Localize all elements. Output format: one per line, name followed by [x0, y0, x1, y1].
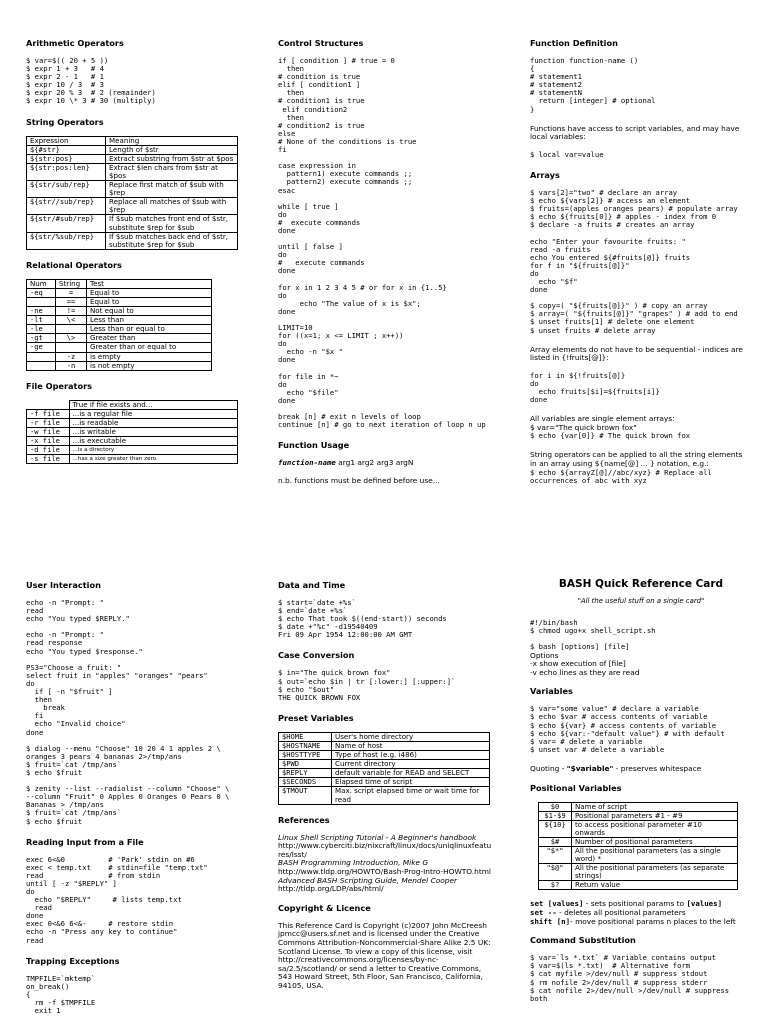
file-operators-heading: File Operators [26, 380, 92, 391]
variables-code: $ var="some value" # declare a variable $ echo $var # access contents of variable $ echo ${var} # access contents of variable $ echo ${var:-"default value"} # with default $ var= # delete a variable $ unset var # delete a variable [530, 704, 725, 754]
control-structures-code: if [ condition ] # true = 0 then # condition is true elif [ condition1 ] then # condition1 is true elif condition2 then # condition2 is true else # None of the conditions is true fi case expression in pattern1) execute commands ;; pattern2) execute commands ;; esac while [ true ] do # execute commands done until [ false ] do # execute commands done for x in 1 2 3 4 5 # or for x in {1..5} do echo "The value of x is $x"; done LIMIT=10 for ((x=1; x <= LIMIT ; x++)) do echo -n "$x " done for file in *~ do echo "$file" done break [n] # exit n levels of loop continue [n] # go to next iteration of loop n up [278, 56, 486, 430]
reference-link[interactable]: http://www.tldp.org/HOWTO/Bash-Prog-Intro-HOWTO.html [278, 866, 491, 876]
table-cell: Positional parameters #1 - #9 [572, 811, 738, 820]
card-title: BASH Quick Reference Card [558, 578, 724, 590]
table-header [27, 400, 70, 409]
table-cell: = [56, 288, 87, 297]
reading-input-code: exec 6<&0 # 'Park' stdin on #6 exec < temp.txt # stdin=file "temp.txt" read # from stdin until [ -z "$REPLY" ] do echo "$REPLY" # lists temp.txt read done exec 0<&6 6<&- # restore stdin echo -n "Press any key to continue" read [26, 854, 208, 945]
table-cell: $? [539, 881, 572, 890]
column-left-bottom [26, 580, 266, 1026]
function-definition-heading: Function Definition [530, 38, 618, 48]
table-cell: All the positional parameters (as a single word) * [572, 846, 738, 863]
variables-heading: Variables [530, 686, 573, 697]
table-cell: $HOME [279, 732, 332, 741]
table-cell: ...is writable [69, 428, 238, 437]
table-row [539, 881, 738, 890]
trapping-exceptions-code: TMPFILE=`mktemp` on_break() { rm -f $TMPFILE exit 1 [26, 973, 96, 1016]
table-cell: -z [56, 352, 87, 361]
arrays-code: $ vars[2]="two" # declare an array $ echo ${vars[2]} # access an element $ fruits=(apples oranges pears) # populate array $ echo ${fruits[0]} # apples - index from 0 $ declare -a fruits # creates an array echo "Enter your favourite fruits: " read -a fruits echo You entered ${#fruits[@]} fruits for f in "${fruits[@]}" do echo "$f" done $ copy=( "${fruits[@]}" ) # copy an array $ array=( "${fruits[@]}" "grapes" ) # add to end $ unset fruits[1] # delete one element $ unset fruits # delete array [530, 187, 738, 335]
set-values-code-b: [values] [686, 899, 723, 909]
table-cell: $TMOUT [279, 787, 332, 804]
table-cell: ${10} [539, 820, 572, 837]
column-right-bottom [530, 580, 752, 1014]
table-row [539, 811, 738, 820]
string-operators-heading: String Operators [26, 116, 104, 127]
table-cell: Type of host (e.g. i486) [332, 751, 490, 760]
relational-operators-heading: Relational Operators [26, 259, 122, 270]
arrays-text: Array elements do not have to be sequential - indices are listed in {!fruits[@]}: [530, 344, 743, 363]
table-cell: Length of $str [106, 145, 238, 154]
shift-text: - move positional params n places to the left [570, 916, 736, 926]
table-cell: ${str/#sub/rep} [27, 215, 106, 232]
table-cell: ${str:pos} [27, 154, 106, 163]
file-operators-table [26, 400, 238, 465]
command-substitution-heading: Command Substitution [530, 935, 636, 946]
reference-link[interactable]: http://tldp.org/LDP/abs/html/ [278, 884, 384, 894]
table-header-row [27, 136, 238, 145]
function-usage-example [278, 459, 513, 468]
table-cell: -n [56, 361, 87, 370]
table-cell: Not equal to [87, 307, 212, 316]
preset-variables-table [278, 732, 490, 805]
table-row [27, 455, 238, 464]
arithmetic-code: $ var=$(( 20 + 5 )) $ expr 1 + 3 # 4 $ expr 2 - 1 # 1 $ expr 10 / 3 # 3 $ expr 20 % 3 # 2 (remainder) $ expr 10 \* 3 # 30 (multiply) [26, 56, 156, 106]
control-structures-heading: Control Structures [278, 38, 364, 48]
table-cell: -d file [27, 446, 70, 455]
table-header-row [27, 400, 238, 409]
table-header: Expression [27, 136, 106, 145]
trapping-exceptions-heading: Trapping Exceptions [26, 955, 120, 966]
table-cell: ${str:pos:len} [27, 163, 106, 180]
table-row [539, 846, 738, 863]
table-cell: Extract substring from $str at $pos [106, 154, 238, 163]
set-values-code: set [values] [530, 899, 584, 909]
reference-link[interactable]: http://www.cyberciti.biz/nixcraft/linux/docs/uniqlinuxfeatures/lsst/ [278, 841, 492, 859]
arithmetic-operators-heading: Arithmetic Operators [26, 38, 124, 48]
table-header: Test [87, 279, 212, 288]
references-list [278, 834, 492, 894]
table-cell: Name of host [332, 741, 490, 750]
table-cell: Less than or equal to [87, 325, 212, 334]
table-cell: $HOSTTYPE [279, 751, 332, 760]
table-cell: Current directory [332, 760, 490, 769]
table-cell: ...is a regular file [69, 409, 238, 418]
table-cell: != [56, 307, 87, 316]
table-header: String [56, 279, 87, 288]
column-middle [278, 38, 513, 495]
function-definition-text: Functions have access to script variables, and may have local variables: [530, 123, 740, 142]
table-cell: -eq [27, 288, 56, 297]
table-cell: Less than [87, 316, 212, 325]
table-header: True if file exists and... [69, 400, 238, 409]
date-time-heading: Data and Time [278, 580, 346, 590]
command-substitution-code: $ var=`ls *.txt` # Variable contains output $ var=$(ls *.txt) # Alternative form $ cat myfile >/dev/null # suppress stdout $ rm nofile 2>/dev/null # suppress stderr $ cat nofile 2>/dev/null >/dev/null # suppress both [530, 953, 730, 1003]
table-cell: -ne [27, 307, 56, 316]
table-cell: ${str/sub/rep} [27, 181, 106, 198]
preset-variables-heading: Preset Variables [278, 712, 354, 723]
table-cell: -f file [27, 409, 70, 418]
reference-title: Linux Shell Scripting Tutorial - A Beginner's handbook [278, 832, 477, 842]
table-cell: $# [539, 837, 572, 846]
table-row [27, 154, 238, 163]
table-cell: -s file [27, 455, 70, 464]
table-row [27, 343, 212, 352]
table-cell: Name of script [572, 802, 738, 811]
user-interaction-code: echo -n "Prompt: " read echo "You typed $REPLY." echo -n "Prompt: " read response echo "You typed $response." PS3="Choose a fruit: " select fruit in "apples" "oranges" "pears" do if [ -n "$fruit" ] then break fi echo "Invalid choice" done $ dialog --menu "Choose" 10 20 4 1 apples 2 \ oranges 3 pears 4 bananas 2>/tmp/ans $ fruit=`cat /tmp/ans` $ echo $fruit $ zenity --list --radiolist --column "Choose" \ --column "Fruit" 0 Apples 0 Oranges 0 Pears 0 \ Bananas > /tmp/ans $ fruit=`cat /tmp/ans` $ echo $fruit [26, 598, 230, 826]
case-conversion-code: $ in="The quick brown fox" $ out=`echo $in | tr [:lower:] [:upper:]` $ echo "$out" THE QUICK BROWN FOX [278, 668, 456, 702]
table-cell: "$*" [539, 846, 572, 863]
quoting-prefix: Quoting - [530, 763, 567, 773]
set-dashes-code: set -- [530, 908, 557, 918]
quoting-variable: "$variable" [566, 763, 614, 773]
function-usage-heading: Function Usage [278, 440, 350, 451]
shift-code: shift [n] [530, 916, 571, 926]
set-values-text: - sets positional params to [583, 899, 687, 909]
table-header: Num [27, 279, 56, 288]
table-row [27, 198, 238, 215]
table-cell: $0 [539, 802, 572, 811]
table-row [27, 352, 212, 361]
user-interaction-heading: User Interaction [26, 580, 101, 590]
table-cell: Equal to [87, 297, 212, 306]
reference-title: BASH Programming Introduction, Mike G [278, 858, 429, 868]
table-row [27, 361, 212, 370]
table-row [27, 215, 238, 232]
date-time-code: $ start=`date +%s` $ end=`date +%s` $ echo That took $((end-start)) seconds $ date +"%c" -d19540409 Fri 09 Apr 1954 12:00:00 AM GMT [278, 598, 447, 640]
table-cell: User's home directory [332, 732, 490, 741]
table-cell: Replace all matches of $sub with $rep [106, 198, 238, 215]
table-cell: -r file [27, 418, 70, 427]
table-cell: ...is readable [69, 418, 238, 427]
table-cell: "$@" [539, 864, 572, 881]
table-cell: If $sub matches back end of $str, substitute $rep for $sub [106, 232, 238, 249]
card-subtitle: "All the useful stuff on a single card" [577, 596, 705, 605]
table-cell: -lt [27, 316, 56, 325]
table-cell [27, 352, 56, 361]
reading-input-heading: Reading Input from a File [26, 836, 144, 847]
table-cell: ...is a directory [69, 446, 238, 455]
references-heading: References [278, 814, 330, 825]
table-cell: == [56, 297, 87, 306]
arrays-index-code: for i in ${!fruits[@]} do echo fruits[$i]=${fruits[i]} done [530, 370, 660, 405]
quoting-suffix: - preserves whitespace [613, 763, 702, 773]
positional-variables-heading: Positional Variables [530, 782, 622, 793]
table-cell: to access positional parameter #10 onwards [572, 820, 738, 837]
table-row [27, 145, 238, 154]
set-commands-text [530, 900, 752, 926]
arrays-string-ops-code: $ echo ${arrayZ[@]//abc/xyz} # Replace all occurrences of abc with xyz [530, 467, 712, 485]
table-cell [27, 361, 56, 370]
table-cell: Extract $len chars from $str at $pos [106, 163, 238, 180]
table-row [539, 820, 738, 837]
table-cell: Greater than [87, 334, 212, 343]
table-cell: Max. script elapsed time or wait time for read [332, 787, 490, 804]
column-left [26, 38, 256, 474]
function-usage-note: n.b. functions must be defined before use... [278, 475, 440, 485]
table-header-row [27, 279, 212, 288]
column-middle-bottom [278, 580, 492, 1000]
table-cell: Elapsed time of script [332, 778, 490, 787]
table-cell [56, 343, 87, 352]
copyright-text: This Reference Card is Copyright (c)2007 John McCreesh jpmcc@users.sf.net and is licensed under the Creative Commons Attribution-Noncommercial-Share Alike 2.5 UK: Scotland License. To view a copy of this license, visit http://creativecommons.org/licenses/by-nc-sa/2.5/scotland/ or send a letter to Creative Commons, 543 Howard Street, 5th Floor, San Francisco, California, 94105, USA. [278, 920, 491, 990]
table-cell: -ge [27, 343, 56, 352]
table-cell: is empty [87, 352, 212, 361]
table-cell: All the positional parameters (as separate strings) [572, 864, 738, 881]
table-cell: \< [56, 316, 87, 325]
table-cell: Number of positional parameters [572, 837, 738, 846]
reference-title: Advanced BASH Scripting Guide, Mendel Cooper [278, 875, 458, 885]
quoting-text [530, 765, 752, 774]
set-dashes-text: - deletes all positional parameters [556, 908, 686, 918]
table-row [27, 163, 238, 180]
arrays-single-element-code: $ echo {var[0]} # The quick brown fox [530, 431, 691, 441]
table-cell: -gt [27, 334, 56, 343]
table-row [279, 787, 490, 804]
table-cell: $REPLY [279, 769, 332, 778]
arrays-single-element-intro: All variables are single element arrays: [530, 414, 675, 424]
table-cell: \> [56, 334, 87, 343]
table-cell: $PWD [279, 760, 332, 769]
table-cell: -le [27, 325, 56, 334]
function-args: arg1 arg2 arg3 argN [335, 458, 414, 468]
column-right [530, 38, 745, 496]
table-cell: If $sub matches front end of $str, substitute $rep for $sub [106, 215, 238, 232]
function-definition-code: function function-name () { # statement1 # statement2 # statementN return [integer] # optional } [530, 56, 656, 114]
table-cell: $HOSTNAME [279, 741, 332, 750]
copyright-heading: Copyright & Licence [278, 902, 371, 913]
arrays-single-element-example: $ var="The quick brown fox" [530, 422, 637, 432]
table-row [27, 288, 212, 297]
relational-operators-table [26, 279, 212, 371]
table-cell: ${#str} [27, 145, 106, 154]
arrays-heading: Arrays [530, 169, 560, 180]
table-cell: Greater than or equal to [87, 343, 212, 352]
table-cell: Return value [572, 881, 738, 890]
table-cell: ${str//sub/rep} [27, 198, 106, 215]
intro-options: Options -x show execution of [file] -v echo lines as they are read [530, 650, 640, 677]
table-cell: Equal to [87, 288, 212, 297]
table-cell: Replace first match of $sub with $rep [106, 181, 238, 198]
table-cell: -x file [27, 437, 70, 446]
table-cell: ${str/%sub/rep} [27, 232, 106, 249]
table-cell: ...is executable [69, 437, 238, 446]
table-cell: default variable for READ and SELECT [332, 769, 490, 778]
arrays-string-ops-text: String operators can be applied to all the string elements in an array using ${name[@] ... } notation, e.g.: [530, 450, 743, 469]
case-conversion-heading: Case Conversion [278, 650, 355, 661]
table-cell: ...has a size greater than zero. [69, 455, 238, 464]
function-name: function-name [278, 458, 336, 468]
table-header: Meaning [106, 136, 238, 145]
intro-code: #!/bin/bash $ chmod ugo+x shell_script.sh $ bash [options] [file] [530, 618, 656, 652]
table-cell: is not empty [87, 361, 212, 370]
table-row [539, 864, 738, 881]
positional-variables-table [538, 802, 738, 891]
table-row [27, 232, 238, 249]
table-cell: -w file [27, 428, 70, 437]
table-row [27, 181, 238, 198]
table-cell: $1-$9 [539, 811, 572, 820]
table-cell: $SECONDS [279, 778, 332, 787]
string-operators-table [26, 136, 238, 250]
local-var-code: $ local var=value [530, 149, 604, 159]
table-row [539, 802, 738, 811]
arrays-single-element-text [530, 415, 745, 432]
